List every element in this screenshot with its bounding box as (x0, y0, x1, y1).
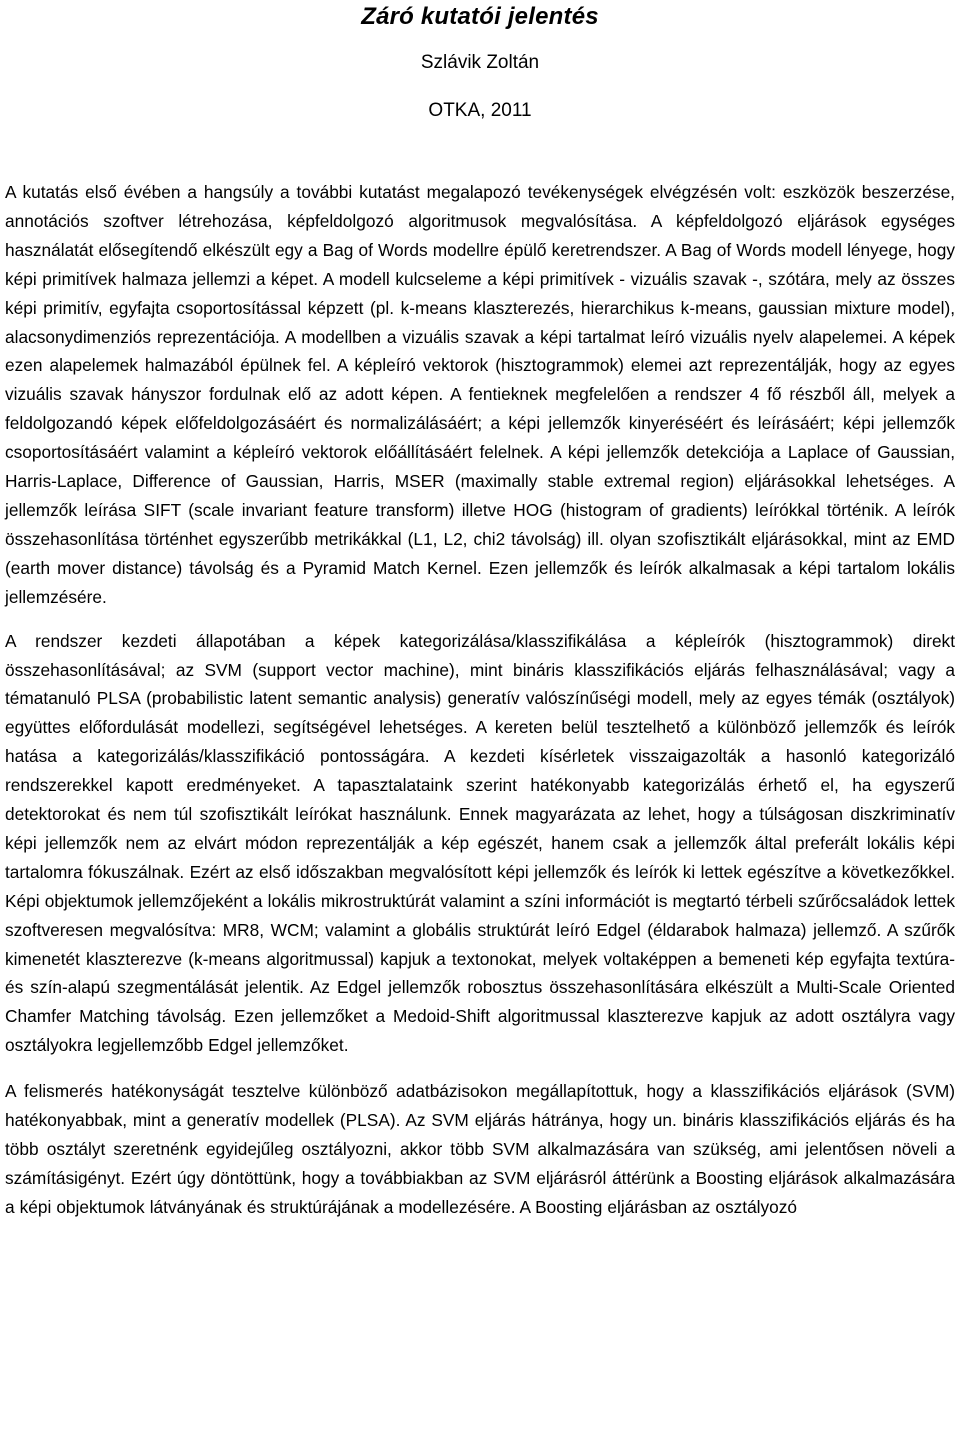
document-author: Szlávik Zoltán (420, 52, 540, 73)
document-grant: OTKA, 2011 (428, 100, 532, 121)
document-page (5, 0, 955, 1222)
paragraph-2: A rendszer kezdeti állapotában a képek kategorizálása/klasszifikálása a képleírók (hisztogrammok) direkt összehasonlításával; az SVM (support vector machine), mint bináris klasszifikációs eljárás felhasználásával; vagy a tématanuló PLSA (probabilistic latent semantic analysis) generatív valószínűségi modell, mely az egyes témák (osztályok) együttes előfordulását modellezi, segítségével lehetséges. A kereten belül tesztelhető a különböző jellemzők és leírók hatása a kategorizálás/klasszifikáció pontosságára. A kezdeti kísérletek visszaigazolták a hasonló kategorizáló rendszerekkel kapott eredményeket. A tapasztalataink szerint hatékonyabb kategorizálás érhető el, ha egyszerű detektorokat és nem túl szofisztikált leírókat használunk. Ennek magyarázata az lehet, hogy a túlságosan diszkriminatív képi jellemzők nem az elvárt módon reprezentálják a kép egészét, hanem csak a jellemzők által preferált lokális képi tartalomra fókuszálnak. Ezért az első időszakban megvalósított képi jellemzők és leírók ki lettek egészítve a következőkkel. Képi objektumok jellemzőjeként a lokális mikrostruktúrát valamint a színi információt is megtartó térbeli szűrőcsaládok lettek szoftveresen megvalósítva: MR8, WCM; valamint a globális struktúrát leíró Edgel (éldarabok halmaza) jellemző. A szűrők kimenetét klaszterezve (k-means algoritmussal) kapjuk a textonokat, melyek voltaképpen a bemeneti kép egyfajta textúra- és szín-alapú szegmentálását jelentik. Az Edgel jellemzők robosztus összehasonlítására elkészült a Multi-Scale Oriented Chamfer Matching távolság. Ezen jellemzőket a Medoid-Shift algoritmussal klaszterezve kapjuk az adott osztályra vagy osztályokra legjellemzőbb Edgel jellemzőket. (5, 630, 955, 1056)
paragraph-1: A kutatás első évében a hangsúly a további kutatást megalapozó tevékenységek elvégzésén volt: eszközök beszerzése, annotációs szoftver létrehozása, képfeldolgozó algoritmusok megvalósítása. A képfeldolgozó eljárások egységes használatát elősegítendő elkészült egy a Bag of Words modellre épülő keretrendszer. A Bag of Words modell lényege, hogy képi primitívek halmaza jellemzi a képet. A modell kulcseleme a képi primitívek - vizuális szavak -, szótára, mely az összes képi primitív, egyfajta csoportosítással képzett (pl. k-means klaszterezés, hierarchikus k-means, gaussian mixture model), alacsonydimenziós reprezentációja. A modellben a vizuális szavak a képi tartalmat leíró vizuális nyelv alapelemei. A képek ezen alapelemek halmazából épülnek fel. A képleíró vektorok (hisztogrammok) elemei azt reprezentálják, hogy az egyes vizuális szavak hányszor fordulnak elő az adott képen. A fentieknek megfelelően a rendszer 4 fő részből áll, melyek a feldolgozandó képek előfeldolgozásáért és normalizálásáért; a képi jellemzők kinyeréséért és leírásáért; képi jellemzők csoportosításáért valamint a képleíró vektorok előállításáért felelnek. A képi jellemzők detekciója a Laplace of Gaussian, Harris-Laplace, Difference of Gaussian, Harris, MSER (maximally stable extremal region) eljárásokkal lehetséges. A jellemzők leírása SIFT (scale invariant feature transform) illetve HOG (histogram of gradients) leírókkal történik. A leírók összehasonlítása történhet egyszerűbb metrikákkal (L1, L2, chi2 távolság) ill. olyan szofisztikált eljárásokkal, mint az EMD (earth mover distance) távolság és a Pyramid Match Kernel. Ezen jellemzők és leírók alkalmasak a képi tartalom lokális jellemzésére. (5, 182, 955, 607)
document-title: Záró kutatói jelentés (361, 3, 599, 30)
paragraph-3: A felismerés hatékonyságát tesztelve különböző adatbázisokon megállapítottuk, hogy a klasszifikációs eljárások (SVM) hatékonyabbak, mint a generatív modellek (PLSA). Az SVM eljárás hátránya, hogy un. bináris klasszifikációs eljárás és ha több osztályt szeretnénk egyidejűleg osztályozni, akkor több SVM alkalmazására van szükség, ami jelentősen növeli a számításigényt. Ezért úgy döntöttünk, hogy a továbbiakban az SVM eljárásról áttérünk a Boosting eljárások alkalmazására a képi objektumok látványának és struktúrájának a modellezésére. A Boosting eljárásban az osztályozó (5, 1081, 955, 1217)
